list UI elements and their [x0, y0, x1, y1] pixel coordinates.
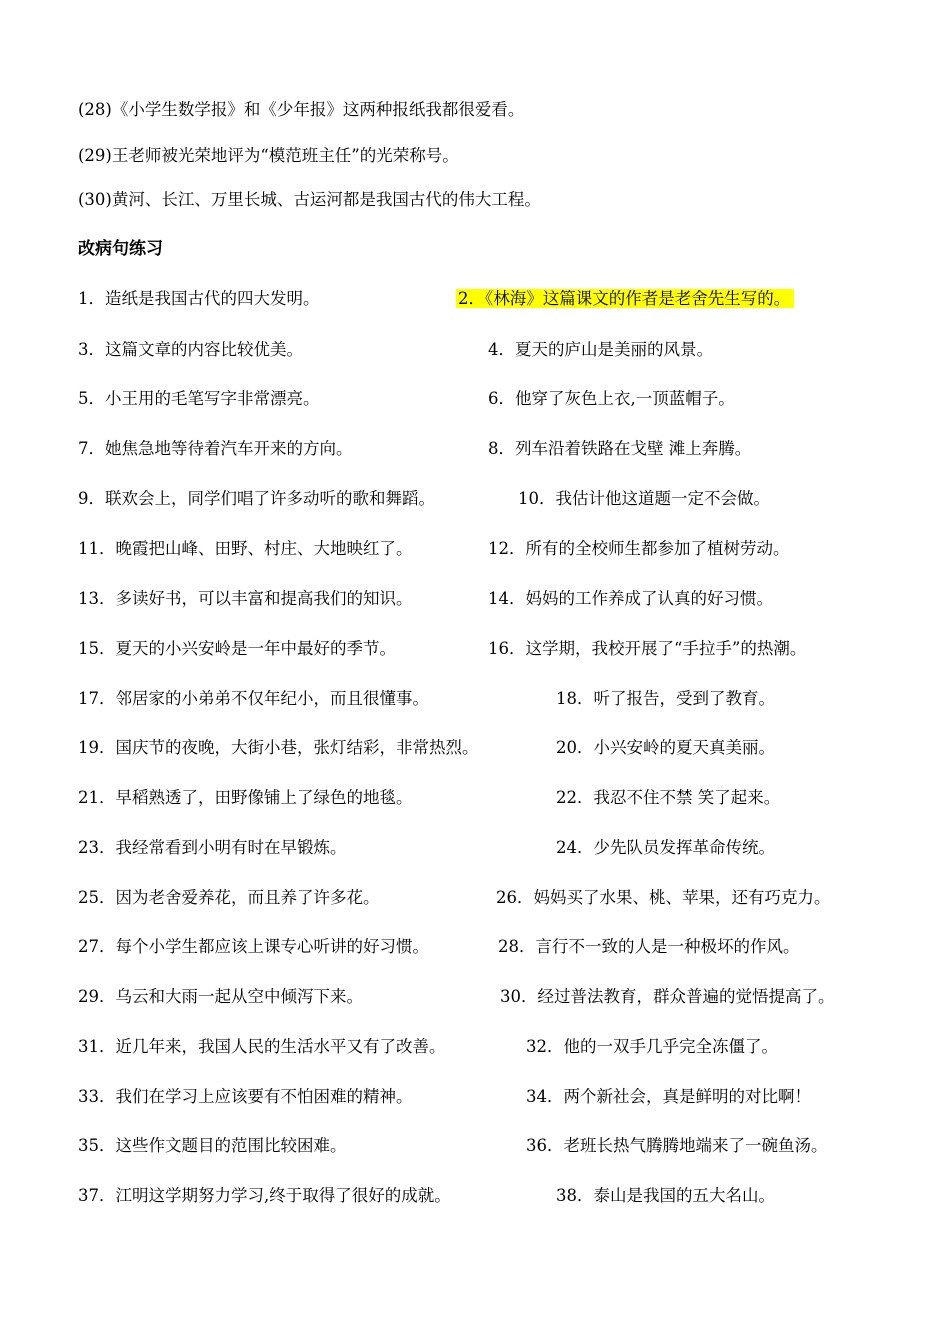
exercise-item-5: 5．小王用的毛笔写字非常漂亮。	[78, 389, 320, 408]
exercise-item-35: 35．这些作文题目的范围比较困难。	[78, 1136, 347, 1155]
section-title: 改病句练习	[78, 239, 163, 259]
exercise-item-14: 14．妈妈的工作养成了认真的好习惯。	[488, 589, 773, 608]
intro-item-29: (29)王老师被光荣地评为“模范班主任”的光荣称号。	[78, 146, 459, 165]
intro-item-30: (30)黄河、长江、万里长城、古运河都是我国古代的伟大工程。	[78, 190, 541, 209]
exercise-item-33: 33．我们在学习上应该要有不怕困难的精神。	[78, 1087, 413, 1106]
exercise-item-34: 34．两个新社会，真是鲜明的对比啊！	[526, 1087, 811, 1106]
exercise-item-29: 29．乌云和大雨一起从空中倾泻下来。	[78, 987, 363, 1006]
exercise-item-30: 30．经过普法教育，群众普遍的觉悟提高了。	[500, 987, 835, 1006]
intro-item-28: (28)《小学生数学报》和《少年报》这两种报纸我都很爱看。	[78, 100, 525, 119]
exercise-item-12: 12．所有的全校师生都参加了植树劳动。	[488, 539, 790, 558]
exercise-item-24: 24．少先队员发挥革命传统。	[556, 838, 775, 857]
exercise-item-21: 21．早稻熟透了，田野像铺上了绿色的地毯。	[78, 788, 413, 807]
exercise-item-38: 38．泰山是我国的五大名山。	[556, 1186, 775, 1205]
exercise-item-31: 31．近几年来，我国人民的生活水平又有了改善。	[78, 1037, 446, 1056]
exercise-item-37: 37．江明这学期努力学习,终于取得了很好的成就。	[78, 1186, 451, 1205]
exercise-item-32: 32．他的一双手几乎完全冻僵了。	[526, 1037, 778, 1056]
exercise-item-26: 26．妈妈买了水果、桃、苹果，还有巧克力。	[496, 888, 831, 907]
exercise-item-10: 10．我估计他这道题一定不会做。	[518, 489, 770, 508]
exercise-item-1: 1．造纸是我国古代的四大发明。	[78, 289, 320, 308]
exercise-item-2	[456, 288, 794, 310]
exercise-item-4: 4．夏天的庐山是美丽的风景。	[488, 340, 713, 359]
exercise-item-11: 11．晚霞把山峰、田野、村庄、大地映红了。	[78, 539, 413, 558]
exercise-item-3: 3．这篇文章的内容比较优美。	[78, 340, 303, 359]
highlighted-text: 2．《林海》这篇课文的作者是老舍先生写的。	[456, 289, 794, 308]
exercise-item-17: 17．邻居家的小弟弟不仅年纪小，而且很懂事。	[78, 689, 429, 708]
exercise-item-16: 16．这学期，我校开展了“手拉手”的热潮。	[488, 639, 807, 658]
exercise-item-18: 18．听了报告，受到了教育。	[556, 689, 775, 708]
exercise-item-13: 13．多读好书，可以丰富和提高我们的知识。	[78, 589, 413, 608]
exercise-item-20: 20．小兴安岭的夏天真美丽。	[556, 738, 775, 757]
exercise-item-9: 9．联欢会上，同学们唱了许多动听的歌和舞蹈。	[78, 489, 435, 508]
exercise-item-15: 15．夏天的小兴安岭是一年中最好的季节。	[78, 639, 396, 658]
exercise-item-19: 19．国庆节的夜晚，大街小巷，张灯结彩，非常热烈。	[78, 738, 479, 757]
exercise-item-8: 8．列车沿着铁路在戈壁 滩上奔腾。	[488, 439, 752, 458]
exercise-item-23: 23．我经常看到小明有时在早锻炼。	[78, 838, 347, 857]
exercise-item-22: 22．我忍不住不禁 笑了起来。	[556, 788, 781, 807]
exercise-item-28: 28．言行不一致的人是一种极坏的作风。	[498, 937, 800, 956]
exercise-item-7: 7．她焦急地等待着汽车开来的方向。	[78, 439, 353, 458]
exercise-item-27: 27．每个小学生都应该上课专心听讲的好习惯。	[78, 937, 429, 956]
exercise-item-6: 6．他穿了灰色上衣,一顶蓝帽子。	[488, 389, 735, 408]
exercise-item-25: 25．因为老舍爱养花，而且养了许多花。	[78, 888, 380, 907]
exercise-item-36: 36．老班长热气腾腾地端来了一碗鱼汤。	[526, 1136, 828, 1155]
